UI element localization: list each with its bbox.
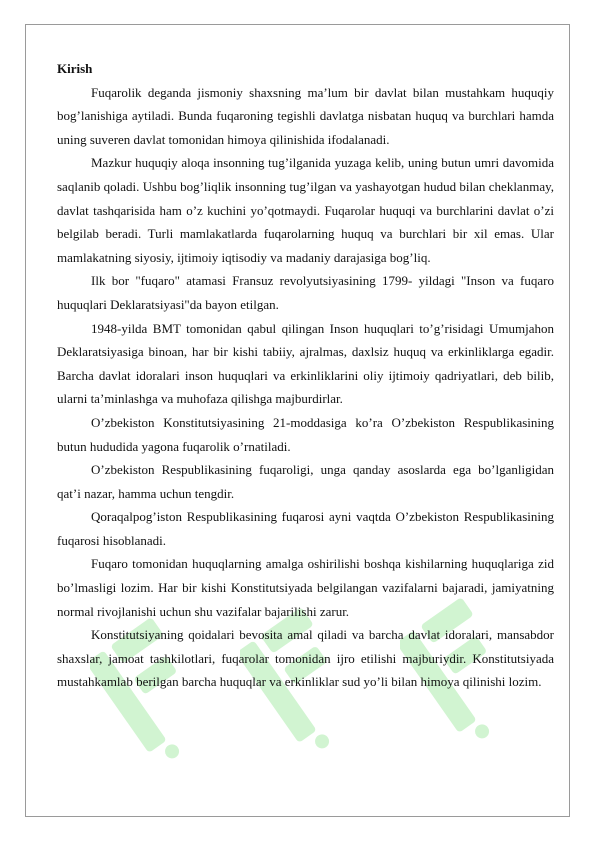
paragraph: O’zbekiston Respublikasining fuqaroligi, unga qanday asoslarda ega bo’lganligidan qat’i nazar, hamma uchun tengdir. — [57, 462, 554, 501]
paragraph: 1948-yilda BMT tomonidan qabul qilingan Inson huquqlari to’g’risidagi Umumjahon Deklaratsiyasiga binoan, har bir kishi tabiiy, ajralmas, daxlsiz huquq va erkinliklarga egadir. Barcha davlat idoralari inson huquqlari va erkinliklarini oliy ijtimoiy qadriyatlari, deb bilib, ularni ta’minlashga va muhofaza qilishga majburdirlar. — [57, 320, 554, 407]
section-heading: Kirish — [57, 61, 93, 76]
paragraph: O’zbekiston Konstitutsiyasining 21-moddasiga ko’ra O’zbekiston Respublikasining butun hududida yagona fuqarolik o’rnatiladi. — [57, 414, 554, 454]
document-body — [57, 57, 554, 694]
paragraph: Ilk bor "fuqaro" atamasi Fransuz revolyutsiyasining 1799- yildagi "Inson va fuqaro huquqlari Deklaratsiyasi"da bayon etilgan. — [57, 273, 554, 312]
paragraph: Fuqaro tomonidan huquqlarning amalga oshirilishi boshqa kishilarning huquqlariga zid bo’lmasligi lozim. Har bir kishi Konstitutsiyada belgilangan vazifalarni bajaradi, jamiyatning normal rivojlanishi uchun shu vazifalar bajarilishi zarur. — [57, 556, 554, 619]
paragraph: Fuqarolik deganda jismoniy shaxsning ma’lum bir davlat bilan mustahkam huquqiy bog’lanishiga aytiladi. Bunda fuqaroning tegishli davlatga nisbatan huquq va burchlari hamda uning suveren davlat tomonidan himoya qilinishida ifodalanadi. — [57, 84, 554, 147]
paragraph: Qoraqalpog’iston Respublikasining fuqarosi ayni vaqtda O’zbekiston Respublikasining fuqarosi hisoblanadi. — [57, 509, 554, 548]
paragraph: Konstitutsiyaning qoidalari bevosita amal qiladi va barcha davlat idoralari, mansabdor shaxslar, jamoat tashkilotlari, fuqarolar tomonidan ijro etilishi majburiydir. Konstitutsiyada mustahkamlab berilgan barcha huquqlar va erkinliklar sud yo’li bilan himoya qilinishi lozim. — [57, 627, 554, 690]
paragraph: Mazkur huquqiy aloqa insonning tug’ilganida yuzaga kelib, uning butun umri davomida saqlanib qoladi. Ushbu bog’liqlik insonning tug’ilgan va yashayotgan hudud bilan cheklanmay, davlat tashqarisida ham o’z kuchini yo’qotmaydi. Fuqarolar huquqi va burchlarini davlat o’zi belgilab beradi. Turli mamlakatlarda fuqarolarning huquq va burchlari bir xil emas. Ular mamlakatning siyosiy, ijtimoiy iqtisodiy va madaniy darajasiga bog’liq. — [57, 155, 554, 265]
